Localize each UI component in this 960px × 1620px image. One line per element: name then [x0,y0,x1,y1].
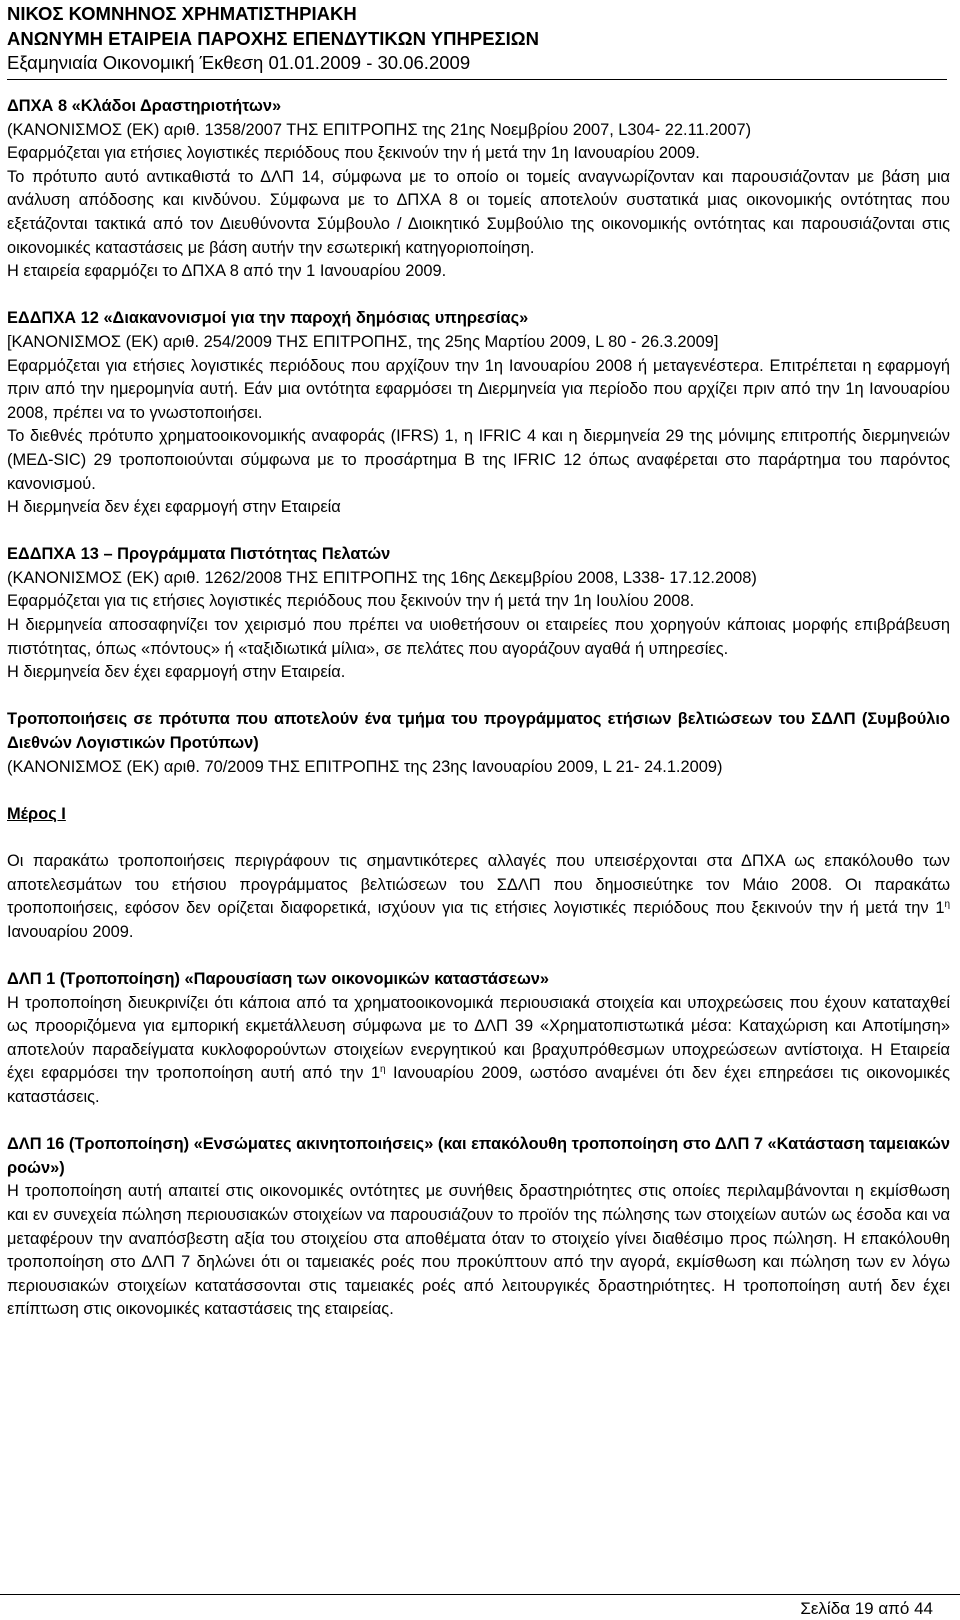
section-title: Τροποποιήσεις σε πρότυπα που αποτελούν ένα τμήμα του προγράμματος ετήσιων βελτιώσεων του ΣΔΛΠ (Συμβούλιο Διεθνών Λογιστικών Προτύπων) [7,710,950,753]
section-title: ΔΠΧΑ 8 «Κλάδοι Δραστηριοτήτων» [7,97,282,115]
report-title: Εξαμηνιαία Οικονομική Έκθεση 01.01.2009 - 30.06.2009 [7,52,471,73]
regulation-reference: (ΚΑΝΟΝΙΣΜΟΣ (ΕΚ) αριθ. 1358/2007 ΤΗΣ ΕΠΙΤΡΟΠΗΣ της 21ης Νοεμβρίου 2007, L304- 22.11.2007) [7,120,752,139]
regulation-reference: [ΚΑΝΟΝΙΣΜΟΣ (ΕΚ) αριθ. 254/2009 ΤΗΣ ΕΠΙΤΡΟΠΗΣ, της 25ης Μαρτίου 2009, L 80 - 26.3.2009] [7,332,719,351]
document-body [7,95,950,1322]
body-paragraph: Εφαρμόζεται για ετήσιες λογιστικές περιόδους που αρχίζουν την 1η Ιανουαρίου 2008 ή μεταγενέστερα. Επιτρέπεται η εφαρμογή πριν από την ημερομηνία αυτή. Εάν μια οντότητα εφαρμόσει τη Διερμηνεία για περίοδο που αρχίζει πριν από την 1η Ιανουαρίου 2008, πρέπει να το γνωστοποιήσει. [7,356,950,422]
company-name: ΝΙΚΟΣ ΚΟΜΝΗΝΟΣ ΧΡΗΜΑΤΙΣΤΗΡΙΑΚΗ [7,3,357,24]
section-title: ΕΔΔΠΧΑ 13 – Προγράμματα Πιστότητας Πελατών [7,545,391,564]
body-paragraph: Η διερμηνεία αποσαφηνίζει τον χειρισμό που πρέπει να υιοθετήσουν οι εταιρείες που χορηγούν κάποιας μορφής επιβράβευση πιστότητας, όπως «πόντους» ή «ταξιδιωτικά μίλια», σε πελάτες που αγοράζουν αγαθά ή υπηρεσίες. [7,616,950,658]
body-text: Ιανουαρίου 2009. [7,922,134,941]
body-text: Οι παρακάτω τροποποιήσεις περιγράφουν τις σημαντικότερες αλλαγές που υπεισέρχονται στα ΔΠΧΑ ως επακόλουθο των αποτελεσμάτων του ετήσιου προγράμματος βελτιώσεων του ΣΔΛΠ που δημοσιεύτηκε τον Μάιο 2008. Οι παρακάτω τροποποιήσεις, εφόσον δεν ορίζεται διαφορετικά, ισχύουν για τις ετήσιες λογιστικές περιόδους που ξεκινούν την ή μετά την 1 [7,852,950,918]
body-paragraph: Το διεθνές πρότυπο χρηματοοικονομικής αναφοράς (IFRS) 1, η IFRIC 4 και η διερμηνεία 29 της μόνιμης επιτροπής διερμηνειών (ΜΕΔ-SIC) 29 τροποποιούνται σύμφωνα με το προσάρτημα Β της IFRIC 12 όπως αναφέρεται στο παράρτημα του παρόντος κανονισμού. [7,427,950,493]
regulation-reference: (ΚΑΝΟΝΙΣΜΟΣ (ΕΚ) αριθ. 70/2009 ΤΗΣ ΕΠΙΤΡΟΠΗΣ της 23ης Ιανουαρίου 2009, L 21- 24.1.2009) [7,757,723,776]
application-paragraph: Η διερμηνεία δεν έχει εφαρμογή στην Εταιρεία. [7,663,346,682]
regulation-reference: (ΚΑΝΟΝΙΣΜΟΣ (ΕΚ) αριθ. 1262/2008 ΤΗΣ ΕΠΙΤΡΟΠΗΣ της 16ης Δεκεμβρίου 2008, L338- 17.12.2008) [7,568,757,587]
body-text: Ιανουαρίου 2009, ωστόσο αναμένει ότι δεν έχει επηρεάσει τις οικονομικές καταστάσεις. [7,1064,950,1106]
part-heading: Μέρος Ι [7,804,66,823]
application-paragraph: Η εταιρεία εφαρμόζει το ΔΠΧΑ 8 από την 1 Ιανουαρίου 2009. [7,262,447,281]
page-number: Σελίδα 19 από 44 [800,1599,933,1618]
page-footer [0,1594,960,1618]
effective-date-paragraph: Εφαρμόζεται για τις ετήσιες λογιστικές περιόδους που ξεκινούν την ή μετά την 1η Ιουλίου 2008. [7,592,695,611]
body-paragraph [7,850,950,944]
company-type: ΑΝΩΝΥΜΗ ΕΤΑΙΡΕΙΑ ΠΑΡΟΧΗΣ ΕΠΕΝΔΥΤΙΚΩΝ ΥΠΗΡΕΣΙΩΝ [7,27,539,49]
application-paragraph: Η διερμηνεία δεν έχει εφαρμογή στην Εταιρεία [7,498,341,517]
effective-date-paragraph: Εφαρμόζεται για ετήσιες λογιστικές περιόδους που ξεκινούν την ή μετά την 1η Ιανουαρίου 2009. [7,144,700,163]
section-title: ΔΛΠ 16 (Τροποποίηση) «Ενσώματες ακινητοποιήσεις» (και επακόλουθη τροποποίηση στο ΔΛΠ 7 «Κατάσταση ταμειακών ροών») [7,1135,950,1177]
ordinal-superscript: η [944,899,950,911]
body-paragraph: Το πρότυπο αυτό αντικαθιστά το ΔΛΠ 14, σύμφωνα με το οποίο οι τομείς αναγνωρίζονταν και παρουσιάζονταν με βάση μια ανάλυση απόδοσης και κινδύνου. Σύμφωνα με το ΔΠΧΑ 8 οι τομείς αποτελούν συστατικά μιας οικονομικής οντότητας που εξετάζονται τακτικά από τον Διευθύνοντα Σύμβουλο / Διοικητικό Συμβούλιο της οικονομικής οντότητας και παρουσιάζονται στις οικονομικές καταστάσεις με βάση αυτήν την εσωτερική κατηγοριοποίηση. [7,167,950,257]
section-title: ΕΔΔΠΧΑ 12 «Διακανονισμοί για την παροχή δημόσιας υπηρεσίας» [7,309,529,328]
body-text: Η τροποποίηση διευκρινίζει ότι κάποια από τα χρηματοοικονομικά περιουσιακά στοιχεία και υποχρεώσεις που έχουν καταταχθεί ως προοριζόμενα για εμπορική εκμετάλλευση σύμφωνα με το ΔΛΠ 39 «Χρηματοπιστωτικά μέσα: Καταχώριση και Αποτίμηση» αποτελούν παραδείγματα κυκλοφορούντων στοιχείων ενεργητικού και βραχυπρόθεσμων υποχρεώσεων αντίστοιχα. Η Εταιρεία έχει εφαρμόσει την τροποποίηση αυτή από την 1 [7,993,950,1083]
section-title: ΔΛΠ 1 (Τροποποίηση) «Παρουσίαση των οικονομικών καταστάσεων» [7,969,550,988]
ordinal-superscript: η [379,1064,386,1076]
body-paragraph: Η τροποποίηση αυτή απαιτεί στις οικονομικές οντότητες με συνήθεις δραστηριότητες στις οποίες περιλαμβάνονται η εκμίσθωση και εν συνεχεία πώληση περιουσιακών στοιχείων να παρουσιάζουν το προϊόν της πώλησης των στοιχείων αυτών ως έσοδα και να μεταφέρουν την αναπόσβεστη αξία του στοιχείου στα αποθέματα όταν το στοιχείο γίνει διαθέσιμο προς πώληση. Η επακόλουθη τροποποίηση στο ΔΛΠ 7 δηλώνει ότι οι ταμειακές ροές που προκύπτουν από την αγορά, εκμίσθωση και πώληση των εν λόγω περιουσιακών στοιχείων κατατάσσονται στις ταμειακές ροές από λειτουργικές δραστηριότητες. Η τροποποίηση αυτή δεν έχει επίπτωση στις οικονομικές καταστάσεις της εταιρείας. [7,1182,950,1319]
page-header [7,2,947,80]
body-paragraph [7,992,950,1110]
